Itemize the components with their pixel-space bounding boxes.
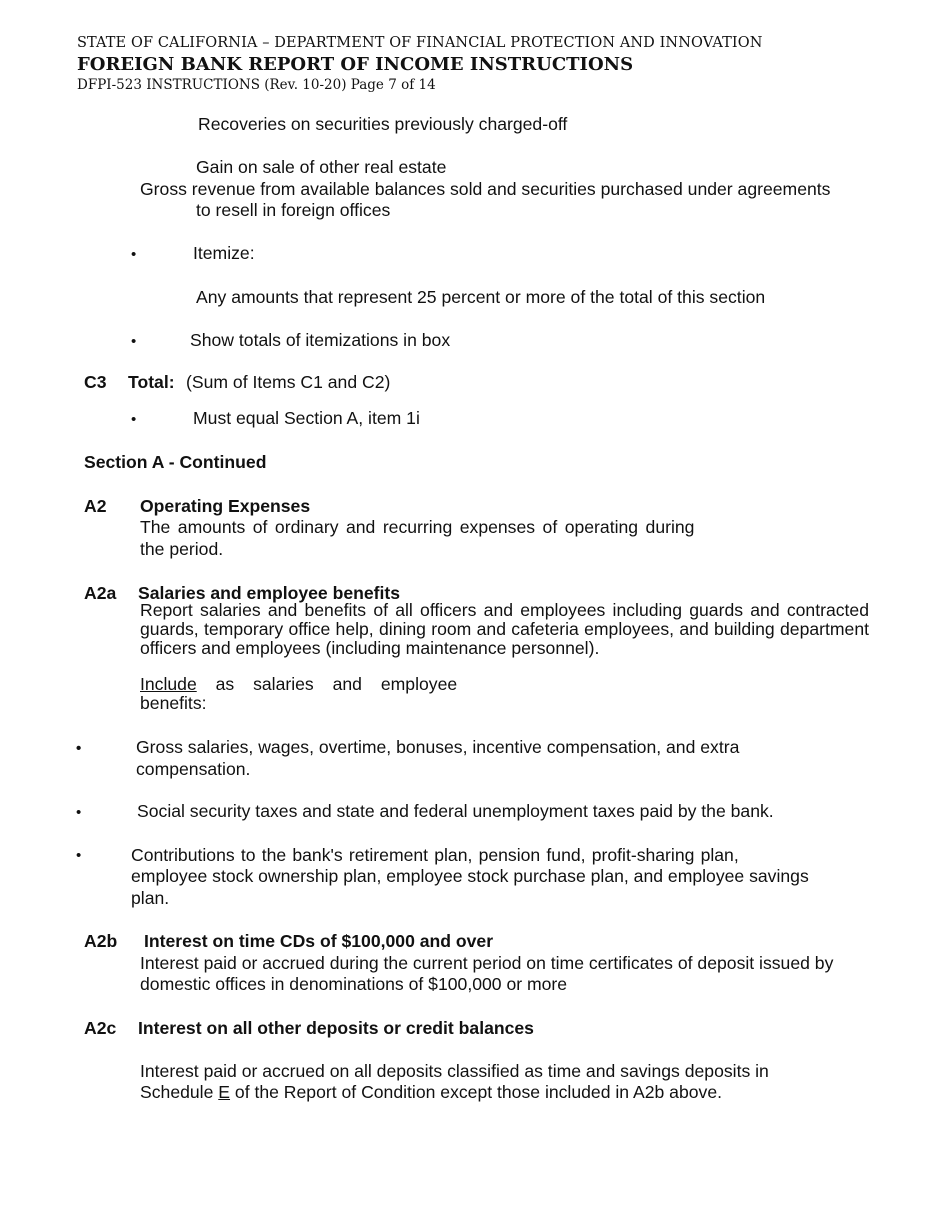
a2c-text-line1: Interest paid or accrued on all deposits classified as time and savings deposits in [140,1061,769,1081]
a2b-title: Interest on time CDs of $100,000 and over [144,931,494,951]
bullet-icon: • [131,246,137,263]
bullet-icon: • [76,847,82,864]
a2b-code: A2b [84,931,118,951]
bullet-icon: • [131,411,137,428]
a2b-text-line2: domestic offices in denominations of $100,000 or more [140,974,568,994]
bullet-icon: • [131,333,137,350]
form-info: DFPI-523 INSTRUCTIONS (Rev. 10-20) Page 7 of 14 [77,77,436,93]
a2a-title: Salaries and employee benefits [138,583,401,603]
a2c-text-line2: Schedule E of the Report of Condition except those included in A2b above. [140,1082,722,1102]
agency-line: STATE OF CALIFORNIA – DEPARTMENT OF FINANCIAL PROTECTION AND INNOVATION [77,35,763,51]
a2b-text-line1: Interest paid or accrued during the current period on time certificates of deposit issued by [140,953,834,973]
item-gain-ore: Gain on sale of other real estate [196,157,447,177]
c3-desc: (Sum of Items C1 and C2) [186,372,391,392]
a2-code: A2 [84,496,107,516]
a2a-bullet3-line3: plan. [131,888,170,908]
a2a-code: A2a [84,583,117,603]
a2a-bullet1-line1: Gross salaries, wages, overtime, bonuses, incentive compensation, and extra [136,737,740,757]
a2a-bullet2: Social security taxes and state and federal unemployment taxes paid by the bank. [137,801,774,821]
c3-label: Total: [128,372,175,392]
a2-text-line2: the period. [140,539,224,559]
bullet-show-totals: Show totals of itemizations in box [190,330,451,350]
bullet-icon: • [76,804,82,821]
c3-code: C3 [84,372,107,392]
a2a-include: Include as salaries and employee benefits: [140,674,458,713]
a2c-title: Interest on all other deposits or credit balances [138,1018,534,1038]
a2c-code: A2c [84,1018,117,1038]
a2-text-line1: The amounts of ordinary and recurring expenses of operating during [140,517,695,537]
itemize-detail: Any amounts that represent 25 percent or more of the total of this section [196,287,766,307]
c3-bullet: Must equal Section A, item 1i [193,408,420,428]
bullet-itemize: Itemize: [193,243,255,263]
a2a-bullet1-line2: compensation. [136,759,251,779]
page-title: FOREIGN BANK REPORT OF INCOME INSTRUCTIONS [77,54,634,75]
a2a-bullet3-line1: Contributions to the bank's retirement plan, pension fund, profit-sharing plan, [131,845,739,865]
item-gross-revenue-line2: to resell in foreign offices [196,200,391,220]
bullet-icon: • [76,740,82,757]
section-heading: Section A - Continued [84,452,267,472]
a2-title: Operating Expenses [140,496,311,516]
item-recoveries: Recoveries on securities previously charged-off [198,114,568,134]
a2a-text: Report salaries and benefits of all officers and employees including guards and contracted guards, temporary office help, dining room and cafeteria employees, and building department officers and employees (including maintenance personnel). [140,600,869,658]
item-gross-revenue-line1: Gross revenue from available balances sold and securities purchased under agreements [140,179,831,199]
a2a-bullet3-line2: employee stock ownership plan, employee stock purchase plan, and employee savings [131,866,809,886]
include-word: Include [140,674,197,694]
